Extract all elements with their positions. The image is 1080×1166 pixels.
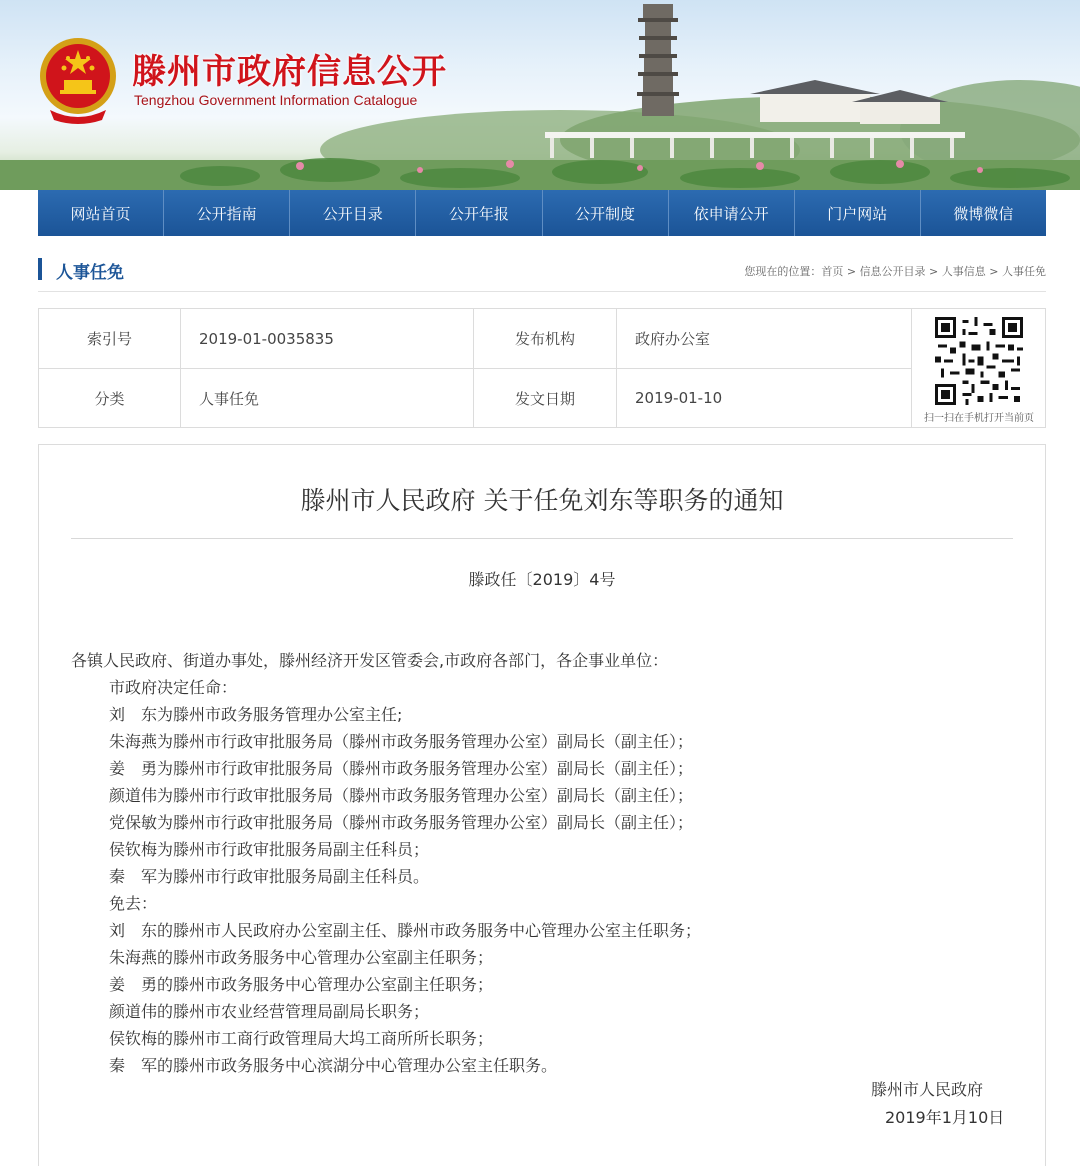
body-line: 侯钦梅为滕州市行政审批服务局副主任科员； xyxy=(109,840,430,859)
body-line: 姜 勇的滕州市政务服务中心管理办公室副主任职务； xyxy=(109,975,494,994)
breadcrumb-separator: > xyxy=(925,265,942,278)
site-banner xyxy=(0,0,1080,190)
breadcrumb-personnel-info[interactable]: 人事信息 xyxy=(941,265,986,278)
body-line: 刘 东为滕州市政务服务管理办公室主任; xyxy=(109,705,403,724)
nav-portal[interactable]: 门户网站 xyxy=(795,190,921,236)
qr-panel xyxy=(913,309,1045,427)
body-line: 朱海燕为滕州市行政审批服务局（滕州市政务服务管理办公室）副局长（副主任）； xyxy=(109,732,694,751)
section-accent-bar xyxy=(38,258,42,280)
signer: 滕州市人民政府 xyxy=(871,1080,984,1099)
breadcrumb-prefix: 您现在的位置： xyxy=(744,265,822,278)
metadata-table xyxy=(38,308,1046,428)
nav-catalog[interactable]: 公开目录 xyxy=(290,190,416,236)
body-line: 刘 东的滕州市人民政府办公室副主任、滕州市政务服务中心管理办公室主任职务； xyxy=(109,921,702,940)
salutation: 各镇人民政府、街道办事处，滕州经济开发区管委会,市政府各部门，各企事业单位： xyxy=(71,651,669,670)
document-title: 滕州市人民政府 关于任免刘东等职务的通知 xyxy=(300,486,784,515)
nav-home[interactable]: 网站首页 xyxy=(38,190,164,236)
nav-system[interactable]: 公开制度 xyxy=(543,190,669,236)
index-number-label: 索引号 xyxy=(86,330,132,348)
sign-date: 2019年1月10日 xyxy=(885,1108,1005,1127)
nav-guide[interactable]: 公开指南 xyxy=(164,190,290,236)
body-line: 秦 军为滕州市行政审批服务局副主任科员。 xyxy=(109,867,430,886)
issue-date-label: 发文日期 xyxy=(514,389,575,408)
body-line: 党保敏为滕州市行政审批服务局（滕州市政务服务管理办公室）副局长（副主任）； xyxy=(109,813,694,832)
body-line: 市政府决定任命： xyxy=(109,678,238,697)
table-divider xyxy=(911,309,912,427)
publisher-value: 政府办公室 xyxy=(635,330,711,348)
breadcrumb-separator: > xyxy=(843,265,860,278)
title-divider xyxy=(71,538,1013,539)
main-nav xyxy=(38,190,1046,236)
site-title: 滕州市政府信息公开 xyxy=(132,52,447,92)
breadcrumb-home[interactable]: 首页 xyxy=(821,265,844,278)
article-body xyxy=(71,647,1021,1079)
body-line: 免去： xyxy=(109,894,158,913)
qr-caption: 扫一扫在手机打开当前页 xyxy=(924,413,1034,424)
body-line: 姜 勇为滕州市行政审批服务局（滕州市政务服务管理办公室）副局长（副主任）； xyxy=(109,759,694,778)
index-number-value: 2019-01-0035835 xyxy=(199,329,334,348)
nav-annual-report[interactable]: 公开年报 xyxy=(416,190,542,236)
issue-date-value: 2019-01-10 xyxy=(635,389,723,407)
nav-weibo-wechat[interactable]: 微博微信 xyxy=(953,204,1014,223)
body-line: 秦 军的滕州市政务服务中心滨湖分中心管理办公室主任职务。 xyxy=(109,1056,558,1075)
national-emblem-icon xyxy=(36,36,120,124)
body-line: 颜道伟为滕州市行政审批服务局（滕州市政务服务管理办公室）副局长（副主任）； xyxy=(109,786,694,805)
body-line: 颜道伟的滕州市农业经营管理局副局长职务； xyxy=(109,1002,430,1021)
category-label: 分类 xyxy=(94,389,125,408)
breadcrumb-separator: > xyxy=(985,265,1002,278)
breadcrumb-appointments[interactable]: 人事任免 xyxy=(1002,265,1046,278)
qr-code-icon[interactable] xyxy=(935,317,1023,405)
document-number: 滕政任〔2019〕4号 xyxy=(468,570,616,589)
publisher-label: 发布机构 xyxy=(514,330,575,348)
body-line: 朱海燕的滕州市政务服务中心管理办公室副主任职务； xyxy=(109,948,494,967)
category-value: 人事任免 xyxy=(199,389,260,408)
section-title: 人事任免 xyxy=(56,263,124,283)
site-subtitle: Tengzhou Government Information Catalogue xyxy=(134,92,418,108)
body-line: 侯钦梅的滕州市工商行政管理局大坞工商所所长职务； xyxy=(109,1029,494,1048)
nav-request[interactable]: 依申请公开 xyxy=(669,190,795,236)
breadcrumb-catalog[interactable]: 信息公开目录 xyxy=(859,265,926,278)
breadcrumb xyxy=(744,263,1046,279)
article-panel xyxy=(38,444,1046,1166)
section-header xyxy=(38,252,1046,292)
